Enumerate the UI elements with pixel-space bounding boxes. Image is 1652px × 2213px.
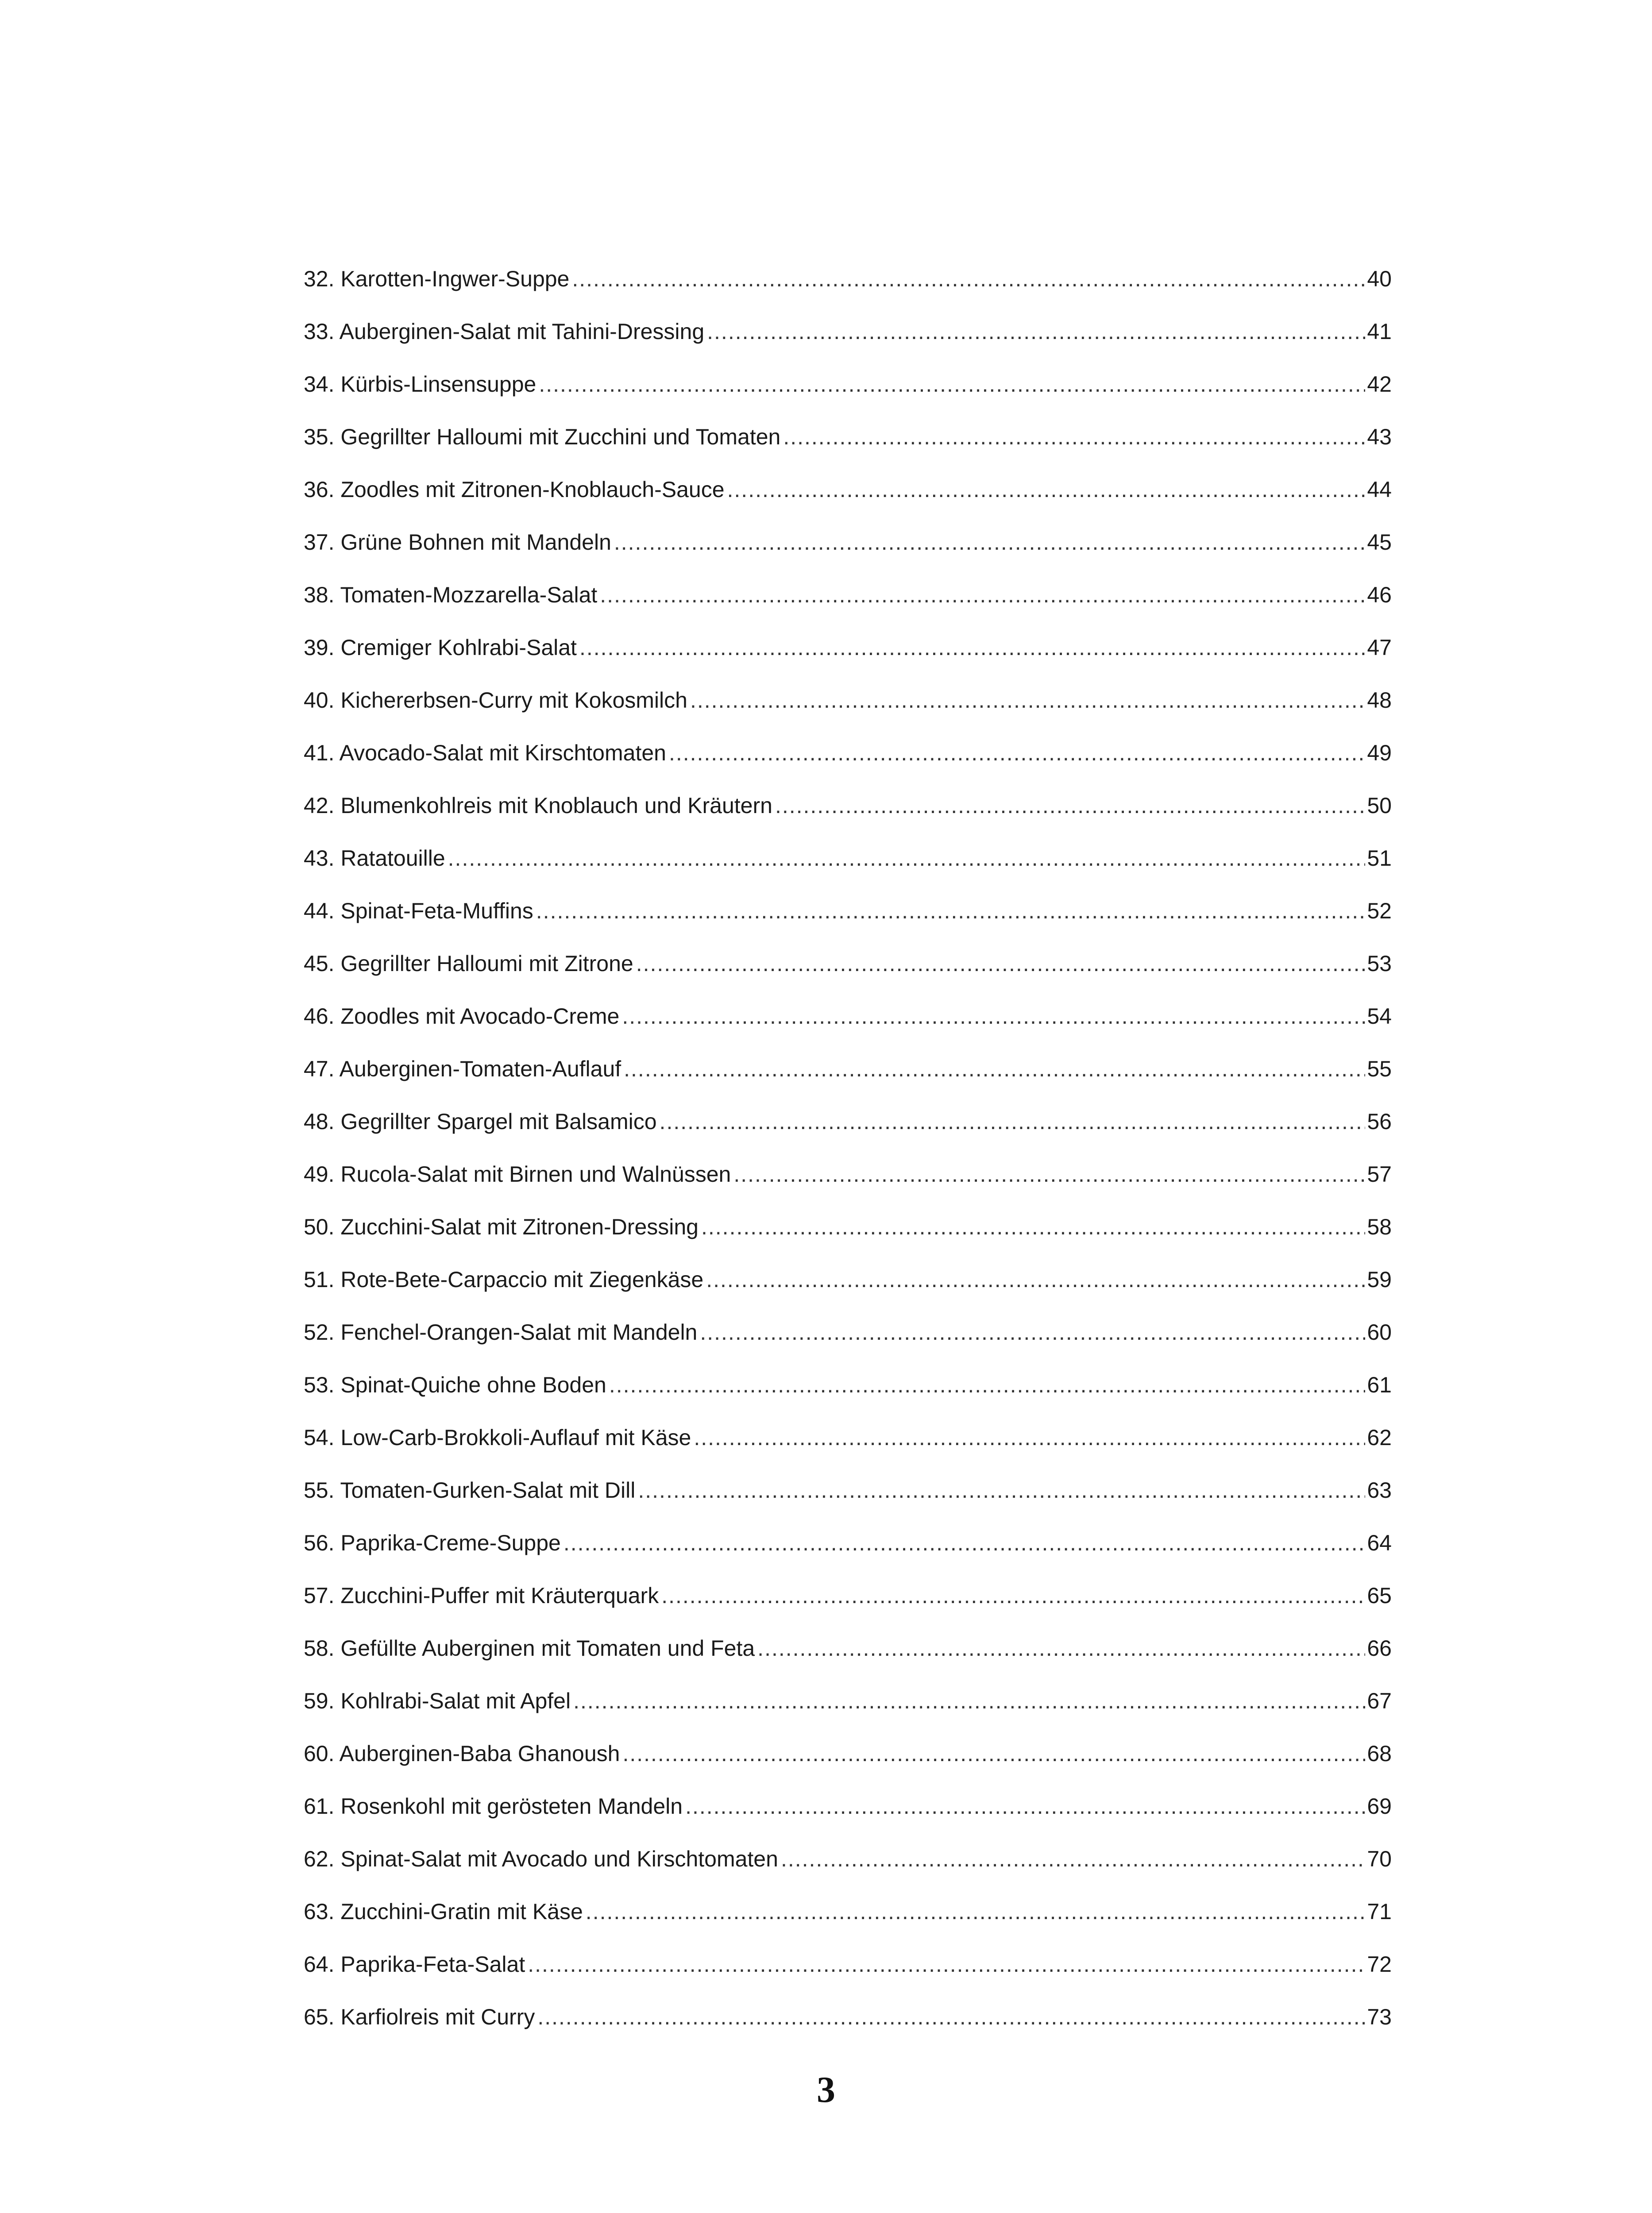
toc-entry-page: 61	[1367, 1373, 1392, 1397]
toc-entry-title: 34. Kürbis-Linsensuppe	[304, 372, 537, 397]
dot-leader	[528, 1948, 1365, 1981]
dot-leader	[733, 1158, 1365, 1191]
toc-entry-title: 38. Tomaten-Mozzarella-Salat	[304, 582, 598, 607]
toc-entry-page: 65	[1367, 1583, 1392, 1608]
toc-entry[interactable]	[304, 578, 1392, 631]
dot-leader	[609, 1369, 1366, 1401]
toc-entry-title: 32. Karotten-Ingwer-Suppe	[304, 266, 570, 291]
toc-entry-page: 68	[1367, 1741, 1392, 1766]
toc-entry-title: 46. Zoodles mit Avocado-Creme	[304, 1004, 620, 1029]
toc-entry-page: 55	[1367, 1056, 1392, 1081]
toc-entry[interactable]	[304, 1369, 1392, 1421]
toc-entry-title: 49. Rucola-Salat mit Birnen und Walnüssen	[304, 1162, 731, 1187]
toc-entry-page: 43	[1367, 424, 1392, 449]
dot-leader	[685, 1790, 1365, 1823]
dot-leader	[448, 842, 1366, 875]
toc-entry[interactable]	[304, 1000, 1392, 1053]
toc-entry-page: 72	[1367, 1952, 1392, 1977]
toc-entry-title: 37. Grüne Bohnen mit Mandeln	[304, 530, 611, 555]
toc-entry[interactable]	[304, 1158, 1392, 1211]
toc-entry-page: 63	[1367, 1478, 1392, 1503]
toc-entry-page: 49	[1367, 740, 1392, 765]
toc-entry-page: 71	[1367, 1899, 1392, 1924]
toc-entry-page: 56	[1367, 1109, 1392, 1134]
dot-leader	[783, 420, 1365, 453]
dot-leader	[614, 526, 1366, 559]
toc-entry-title: 41. Avocado-Salat mit Kirschtomaten	[304, 740, 666, 765]
toc-entry[interactable]	[304, 262, 1392, 315]
toc-entry-title: 42. Blumenkohlreis mit Knoblauch und Kräutern	[304, 793, 772, 818]
toc-entry-title: 45. Gegrillter Halloumi mit Zitrone	[304, 951, 633, 976]
toc-entry-title: 40. Kichererbsen-Curry mit Kokosmilch	[304, 688, 687, 713]
toc-entry[interactable]	[304, 1527, 1392, 1579]
toc-entry[interactable]	[304, 1316, 1392, 1369]
toc-entry-page: 67	[1367, 1689, 1392, 1713]
toc-entry[interactable]	[304, 1685, 1392, 1737]
toc-entry[interactable]	[304, 1843, 1392, 1895]
toc-entry-title: 44. Spinat-Feta-Muffins	[304, 898, 533, 923]
toc-entry[interactable]	[304, 368, 1392, 420]
toc-entry-title: 50. Zucchini-Salat mit Zitronen-Dressing	[304, 1214, 699, 1239]
toc-entry[interactable]	[304, 1421, 1392, 1474]
toc-entry-title: 59. Kohlrabi-Salat mit Apfel	[304, 1689, 571, 1713]
toc-entry-page: 73	[1367, 2005, 1392, 2029]
toc-entry-page: 46	[1367, 582, 1392, 607]
dot-leader	[757, 1632, 1365, 1665]
dot-leader	[537, 2001, 1365, 2033]
dot-leader	[564, 1527, 1366, 1559]
dot-leader	[701, 1211, 1365, 1243]
toc-entry-page: 64	[1367, 1531, 1392, 1555]
toc-entry-title: 65. Karfiolreis mit Curry	[304, 2005, 535, 2029]
dot-leader	[624, 1053, 1365, 1085]
dot-leader	[636, 947, 1366, 980]
dot-leader	[694, 1421, 1365, 1454]
toc-entry[interactable]	[304, 1263, 1392, 1316]
toc-entry[interactable]	[304, 1579, 1392, 1632]
dot-leader	[727, 473, 1366, 506]
toc-entry-title: 60. Auberginen-Baba Ghanoush	[304, 1741, 620, 1766]
toc-entry-title: 33. Auberginen-Salat mit Tahini-Dressing	[304, 319, 705, 344]
toc-entry-title: 51. Rote-Bete-Carpaccio mit Ziegenkäse	[304, 1267, 704, 1292]
dot-leader	[539, 368, 1365, 401]
toc-entry[interactable]	[304, 894, 1392, 947]
toc-entry[interactable]	[304, 473, 1392, 526]
dot-leader	[660, 1105, 1366, 1138]
toc-entry-title: 63. Zucchini-Gratin mit Käse	[304, 1899, 583, 1924]
toc-entry[interactable]	[304, 1737, 1392, 1790]
toc-entry-title: 39. Cremiger Kohlrabi-Salat	[304, 635, 577, 660]
dot-leader	[661, 1579, 1365, 1612]
toc-entry[interactable]	[304, 2001, 1392, 2053]
toc-entry-title: 36. Zoodles mit Zitronen-Knoblauch-Sauce	[304, 477, 725, 502]
toc-entry-page: 45	[1367, 530, 1392, 555]
toc-entry-page: 48	[1367, 688, 1392, 713]
toc-entry[interactable]	[304, 315, 1392, 368]
dot-leader	[700, 1316, 1365, 1349]
toc-entry-page: 47	[1367, 635, 1392, 660]
dot-leader	[622, 1737, 1365, 1770]
toc-entry[interactable]	[304, 1053, 1392, 1105]
toc-entry-page: 57	[1367, 1162, 1392, 1187]
toc-entry-page: 69	[1367, 1794, 1392, 1819]
toc-entry-title: 43. Ratatouille	[304, 846, 445, 871]
toc-entry-title: 53. Spinat-Quiche ohne Boden	[304, 1373, 606, 1397]
toc-entry-page: 58	[1367, 1214, 1392, 1239]
dot-leader	[536, 894, 1366, 927]
toc-entry[interactable]	[304, 947, 1392, 1000]
dot-leader	[600, 578, 1365, 611]
dot-leader	[669, 736, 1365, 769]
toc-entry-title: 56. Paprika-Creme-Suppe	[304, 1531, 561, 1555]
toc-entry[interactable]	[304, 736, 1392, 789]
toc-entry[interactable]	[304, 842, 1392, 894]
dot-leader	[690, 684, 1365, 717]
toc-entry-title: 64. Paprika-Feta-Salat	[304, 1952, 525, 1977]
toc-entry[interactable]	[304, 1790, 1392, 1843]
toc-entry-page: 42	[1367, 372, 1392, 397]
toc-entry-title: 61. Rosenkohl mit gerösteten Mandeln	[304, 1794, 683, 1819]
dot-leader	[572, 262, 1365, 295]
toc-entry[interactable]	[304, 789, 1392, 842]
toc-entry-page: 54	[1367, 1004, 1392, 1029]
toc-entry-title: 35. Gegrillter Halloumi mit Zucchini und Tomaten	[304, 424, 781, 449]
toc-entry[interactable]	[304, 1895, 1392, 1948]
dot-leader	[707, 315, 1365, 348]
toc-entry-title: 62. Spinat-Salat mit Avocado und Kirschtomaten	[304, 1847, 778, 1871]
dot-leader	[775, 789, 1365, 822]
toc-entry[interactable]	[304, 684, 1392, 736]
toc-entry-title: 52. Fenchel-Orangen-Salat mit Mandeln	[304, 1320, 698, 1345]
toc-entry-page: 44	[1367, 477, 1392, 502]
toc-entry-page: 50	[1367, 793, 1392, 818]
dot-leader	[586, 1895, 1366, 1928]
toc-entry-page: 60	[1367, 1320, 1392, 1345]
toc-entry-title: 58. Gefüllte Auberginen mit Tomaten und Feta	[304, 1636, 755, 1661]
toc-entry-title: 55. Tomaten-Gurken-Salat mit Dill	[304, 1478, 636, 1503]
toc-entry-page: 66	[1367, 1636, 1392, 1661]
toc-entry-title: 48. Gegrillter Spargel mit Balsamico	[304, 1109, 657, 1134]
dot-leader	[781, 1843, 1365, 1875]
toc-entry-page: 53	[1367, 951, 1392, 976]
toc-entry-page: 52	[1367, 898, 1392, 923]
toc-entry-title: 54. Low-Carb-Brokkoli-Auflauf mit Käse	[304, 1425, 691, 1450]
toc-entry-title: 47. Auberginen-Tomaten-Auflauf	[304, 1056, 621, 1081]
toc-entry[interactable]	[304, 1474, 1392, 1527]
dot-leader	[573, 1685, 1365, 1717]
toc-entry[interactable]	[304, 526, 1392, 578]
dot-leader	[622, 1000, 1365, 1033]
table-of-contents	[304, 262, 1392, 2053]
toc-entry[interactable]	[304, 1105, 1392, 1158]
toc-entry-page: 51	[1367, 846, 1392, 871]
toc-entry[interactable]	[304, 1211, 1392, 1263]
toc-entry[interactable]	[304, 1948, 1392, 2001]
toc-entry-page: 41	[1367, 319, 1392, 344]
page-number: 3	[817, 2069, 835, 2110]
toc-entry-title: 57. Zucchini-Puffer mit Kräuterquark	[304, 1583, 659, 1608]
toc-entry-page: 59	[1367, 1267, 1392, 1292]
toc-entry[interactable]	[304, 631, 1392, 684]
toc-entry[interactable]	[304, 1632, 1392, 1685]
toc-entry[interactable]	[304, 420, 1392, 473]
toc-entry-page: 40	[1367, 266, 1392, 291]
dot-leader	[706, 1263, 1365, 1296]
toc-entry-page: 62	[1367, 1425, 1392, 1450]
dot-leader	[638, 1474, 1365, 1507]
dot-leader	[579, 631, 1365, 664]
toc-entry-page: 70	[1367, 1847, 1392, 1871]
